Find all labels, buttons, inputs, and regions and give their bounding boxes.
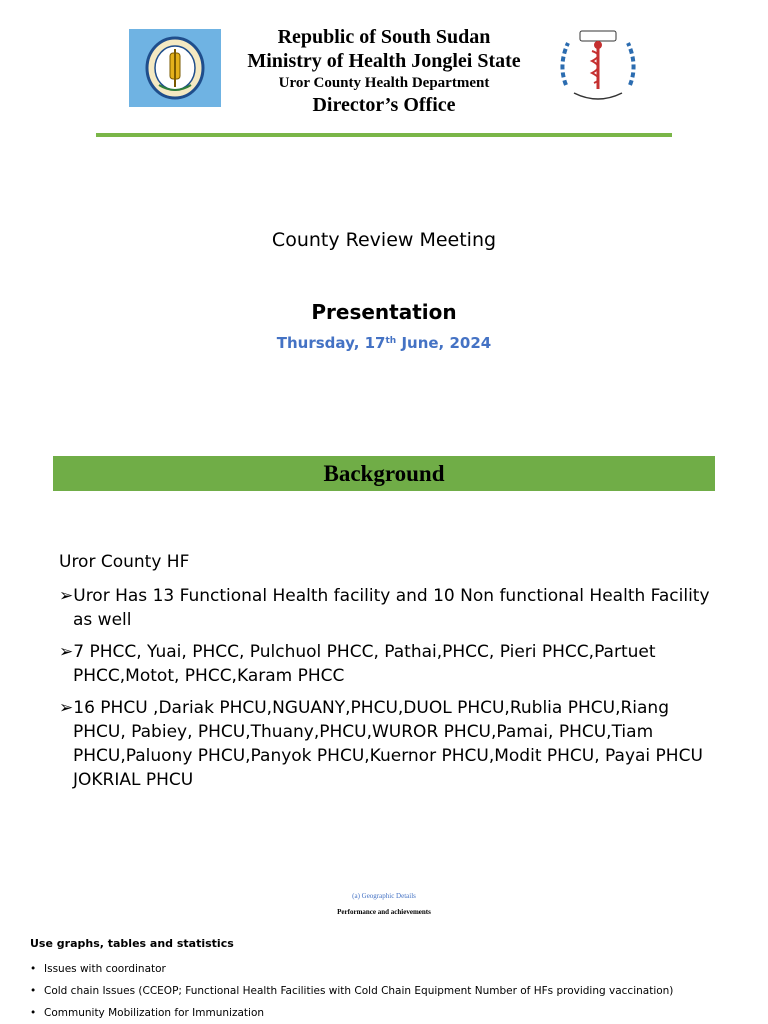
- background-banner: [53, 456, 715, 491]
- header-department: Uror County Health Department: [278, 75, 490, 91]
- arrow-bullet-icon: ➢: [59, 698, 74, 718]
- meeting-title: County Review Meeting: [271, 229, 497, 251]
- arrow-bullet-icon: ➢: [59, 642, 74, 662]
- geographic-details: (a) Geographic Details: [352, 892, 416, 900]
- bullet-text: Uror Has 13 Functional Health facility and 10 Non functional Health Facility as well: [73, 586, 710, 630]
- header-republic: Republic of South Sudan: [277, 26, 491, 48]
- presentation-title: Presentation: [311, 300, 457, 324]
- meeting-date: [0, 334, 768, 352]
- hf-heading: Uror County HF: [59, 552, 190, 572]
- date-suffix: June, 2024: [396, 334, 492, 352]
- header-office: Director’s Office: [312, 94, 456, 116]
- date-prefix: Thursday, 17: [276, 334, 386, 352]
- bullet-item: [59, 640, 723, 688]
- header-divider: [96, 133, 672, 137]
- bullet-item: [59, 584, 723, 632]
- issues-list: [30, 958, 673, 1024]
- list-item: • Issues with coordinator: [30, 958, 673, 980]
- use-graphs-heading: Use graphs, tables and statistics: [30, 937, 234, 950]
- background-label: Background: [323, 461, 445, 486]
- arrow-bullet-icon: ➢: [59, 586, 74, 606]
- date-sup: th: [385, 336, 397, 346]
- list-item: • Community Mobilization for Immunization: [30, 1002, 673, 1024]
- bullet-item: [59, 696, 723, 792]
- list-item: • Cold chain Issues (CCEOP; Functional Health Facilities with Cold Chain Equipment Number of HFs providing vaccination): [30, 980, 673, 1002]
- header-ministry: Ministry of Health Jonglei State: [247, 50, 521, 72]
- bullet-text: 7 PHCC, Yuai, PHCC, Pulchuol PHCC, Pathai,PHCC, Pieri PHCC,Partuet PHCC,Motot, PHCC,Karam PHCC: [73, 642, 656, 686]
- performance-heading: Performance and achievements: [337, 908, 431, 916]
- bullet-text: 16 PHCU ,Dariak PHCU,NGUANY,PHCU,DUOL PHCU,Rublia PHCU,Riang PHCU, Pabiey, PHCU,Thuany,PHCU,WUROR PHCU,Pamai, PHCU,Tiam PHCU,Paluony PHCU,Panyok PHCU,Kuernor PHCU,Modit PHCU, Payai PHCU JOKRIAL PHCU: [73, 698, 703, 790]
